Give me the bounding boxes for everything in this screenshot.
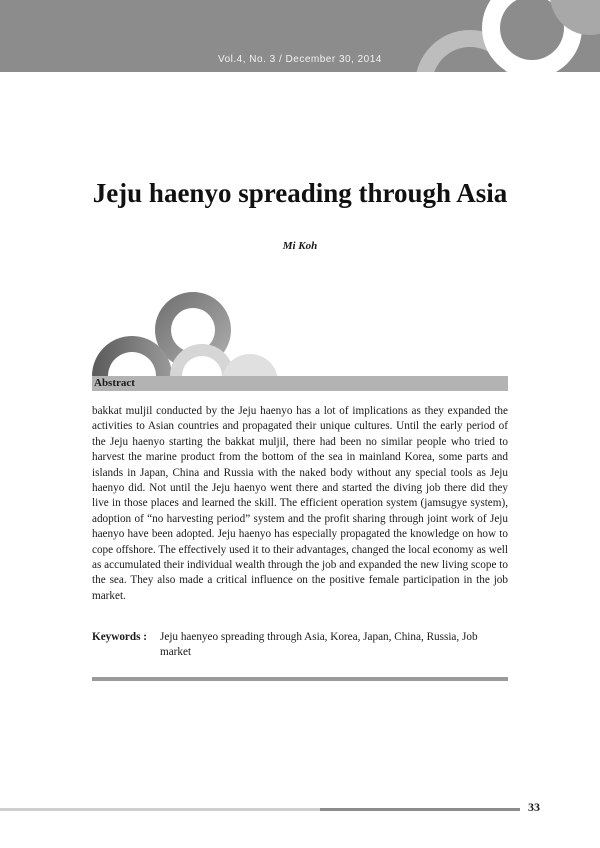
journal-header-band <box>0 0 600 72</box>
page-number: 33 <box>528 800 540 814</box>
keywords-label: Keywords : <box>92 631 147 643</box>
issue-line: Vol.4, No. 3 / December 30, 2014 <box>218 54 382 65</box>
footer-rule-light <box>0 808 320 811</box>
article-title: Jeju haenyo spreading through Asia <box>92 178 508 208</box>
keywords-text: Jeju haenyeo spreading through Asia, Korea, Japan, China, Russia, Job market <box>160 631 478 659</box>
abstract-heading-bar <box>92 376 508 391</box>
author-name: Mi Koh <box>282 240 318 252</box>
abstract-heading: Abstract <box>94 377 135 389</box>
keywords-block <box>92 630 508 661</box>
section-divider <box>92 677 508 681</box>
abstract-circles-decoration <box>90 290 290 380</box>
footer-rule-dark <box>320 808 520 811</box>
abstract-text: bakkat muljil conducted by the Jeju haenyo has a lot of implications as they expanded the activities to Asian countries and propagated their unique cultures. Until the early period of the Jeju haenyo starting the bakkat muljil, there had been no similar people who tried to harvest the marine product from the bottom of the sea in mainland Korea, some parts and islands in Japan, China and Russia with the naked body without any special tools as Jeju haenyo did. Not until the Jeju haenyo went there and started the diving job there did they live in those places and learned the skill. The efficient operation system (jamsugye system), adoption of “no harvesting period” system and the profit sharing through joint work of Jeju haenyo have been adopted. Jeju haenyo has especially propagated the knowledge on how to cope offshore. The effectively used it to their advantages, changed the local economy as well as accumulated their individual wealth through the job and expanded the new living scope to the sea. They also made a critical influence on the positive female participation in the job market. <box>92 405 508 602</box>
